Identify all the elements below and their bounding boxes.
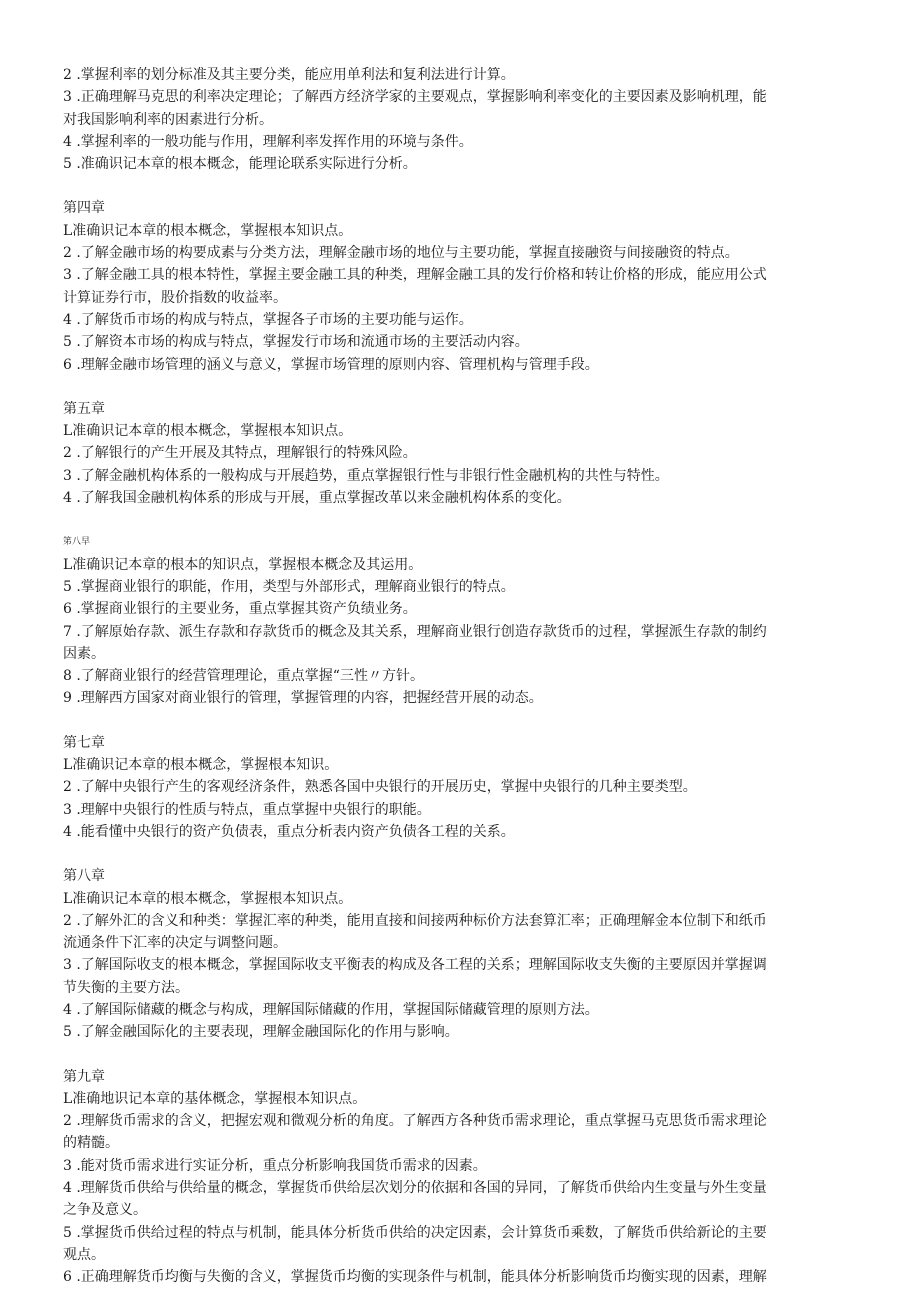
chapter-heading: 第七章: [63, 734, 105, 751]
paragraph-gap: [63, 376, 860, 398]
text-line: 4 .理解货币供给与供给量的概念，掌握货币供给层次划分的依据和各国的异同，了解货币供给内生变量与外生变量: [63, 1180, 767, 1197]
text-line: 5 .了解金融国际化的主要表现，理解金融国际化的作用与影响。: [63, 1024, 459, 1041]
text-line: 7 .了解原始存款、派生存款和存款货币的概念及其关系，理解商业银行创造存款货币的过程，掌握派生存款的制约: [63, 623, 767, 640]
text-line: 2 .了解银行的产生开展及其特点，理解银行的特殊风险。: [63, 445, 417, 462]
text-line: 对我国影响利率的困素进行分析。: [63, 111, 273, 128]
text-line: 2 .了解金融市场的构要成素与分类方法，理解金融市场的地位与主要功能，掌握直接融资与间接融资的特点。: [63, 245, 739, 262]
text-line: 流通条件下汇率的决定与调整问题。: [63, 935, 287, 952]
text-line: 4 .了解我国金融机构体系的形成与开展，重点掌握改革以来金融机构体系的变化。: [63, 490, 571, 507]
chapter-heading: 第九章: [63, 1068, 105, 1085]
paragraph-gap: [63, 710, 860, 732]
chapter-heading: 笫八早: [63, 537, 91, 548]
text-line: 6 .正确理解货币均衡与失衡的含义，掌握货币均衡的实现条件与机制，能具体分析影响货币均衡实现的因素，理解: [63, 1269, 767, 1286]
chapter-heading: 第四章: [63, 200, 105, 217]
text-line: 4 .了解国际储藏的概念与构成，理解国际储藏的作用，掌握国际储藏管理的原则方法。: [63, 1001, 599, 1018]
text-line: L准确识记本章的根本概念，掌握根本知识点。: [63, 222, 353, 239]
text-line: 6 .掌握商业银行的主要业务，重点掌握其资产负绩业务。: [63, 601, 417, 618]
text-line: 2 .了解外汇的含义和种类：掌握汇率的种类，能用直接和间接两种标价方法套算汇率；正确理解金本位制下和纸币: [63, 912, 767, 929]
paragraph-gap: [63, 843, 860, 865]
text-line: 2 .了解中央银行产生的客观经济条件，熟悉各国中央银行的开展历史，掌握中央银行的几种主要类型。: [63, 779, 697, 796]
text-line: 2 .理解货币需求的含义，把握宏观和微观分析的角度。了解西方各种货币需求理论，重点掌握马克思货币需求理论: [63, 1113, 767, 1130]
text-line: L准确识记本章的根本的知识点，掌握根本概念及其运用。: [63, 556, 423, 573]
text-line: 4 .能看懂中央银行的资产负债表，重点分析表内资产负债各工程的关系。: [63, 823, 515, 840]
text-line: 3 .能对货币需求进行实证分析，重点分析影响我国货币需求的因素。: [63, 1157, 487, 1174]
text-line: 6 .理解金融市场管理的涵义与意义，掌握市场管理的原则内容、管理机构与管理手段。: [63, 356, 599, 373]
text-line: 5 .掌握商业银行的职能，作用，类型与外部形式，理解商业银行的特点。: [63, 578, 515, 595]
text-line: 5 .掌握货币供给过程的特点与机制，能具体分析货币供给的决定因素，会计算货币乘数，了解货币供给新论的主要: [63, 1224, 767, 1241]
text-line: 计算证券行市，股价指数的收益率。: [63, 289, 287, 306]
text-line: 5 .准确识记本章的根本概念，能理论联系实际进行分析。: [63, 156, 417, 173]
text-line: 因素。: [63, 645, 105, 662]
text-line: 4 .了解货币市场的构成与特点，掌握各子市场的主要功能与运作。: [63, 311, 473, 328]
paragraph-gap: [63, 509, 860, 531]
text-line: 3 .理解中央银行的性质与特点，重点掌握中央银行的职能。: [63, 801, 431, 818]
text-line: L准确识记本章的根本概念，掌握根本知识点。: [63, 423, 353, 440]
text-line: 8 .了解商业银行的经营管理理论，重点掌握“三性〃方针。: [63, 668, 424, 685]
chapter-heading: 第八章: [63, 868, 105, 885]
text-line: L准确识记本章的根本概念，掌握根本知识。: [63, 757, 339, 774]
chapter-heading: 第五章: [63, 400, 105, 417]
text-line: 5 .了解资本市场的构成与特点，掌握发行市场和流通市场的主要活动内容。: [63, 334, 529, 351]
paragraph-gap: [63, 1044, 860, 1066]
text-line: 的精髓。: [63, 1135, 119, 1152]
paragraph-gap: [63, 175, 860, 197]
text-line: 3 .了解国际收支的根本概念，掌握国际收支平衡表的构成及各工程的关系；理解国际收支失衡的主要原因并掌握调: [63, 957, 767, 974]
text-line: L准确地识记本章的基体概念，掌握根本知识点。: [63, 1090, 367, 1107]
text-line: 3 .了解金融工具的根本特性，掌握主要金融工具的种类，理解金融工具的发行价格和转让价格的形成，能应用公式: [63, 267, 767, 284]
text-line: 节失衡的主要方法。: [63, 979, 189, 996]
text-line: 之争及意义。: [63, 1202, 147, 1219]
text-line: L准确识记本章的根本概念，掌握根本知识点。: [63, 890, 353, 907]
text-line: 9 .理解西方国家对商业银行的管理，掌握管理的内容，把握经营开展的动态。: [63, 690, 543, 707]
text-line: 2 .掌握利率的划分标准及其主要分类，能应用单利法和复利法进行计算。: [63, 67, 515, 83]
text-line: 3 .正确理解马克思的利率决定理论；了解西方经济学家的主要观点，掌握影响利率变化的主要因素及影响机理，能: [63, 89, 767, 106]
text-line: 观点。: [63, 1246, 105, 1263]
text-line: 4 .掌握利率的一般功能与作用，理解利率发挥作用的环境与条件。: [63, 133, 473, 150]
text-line: 3 .了解金融机构体系的一般构成与开展趋势，重点掌握银行性与非银行性金融机构的共性与特性。: [63, 467, 669, 484]
